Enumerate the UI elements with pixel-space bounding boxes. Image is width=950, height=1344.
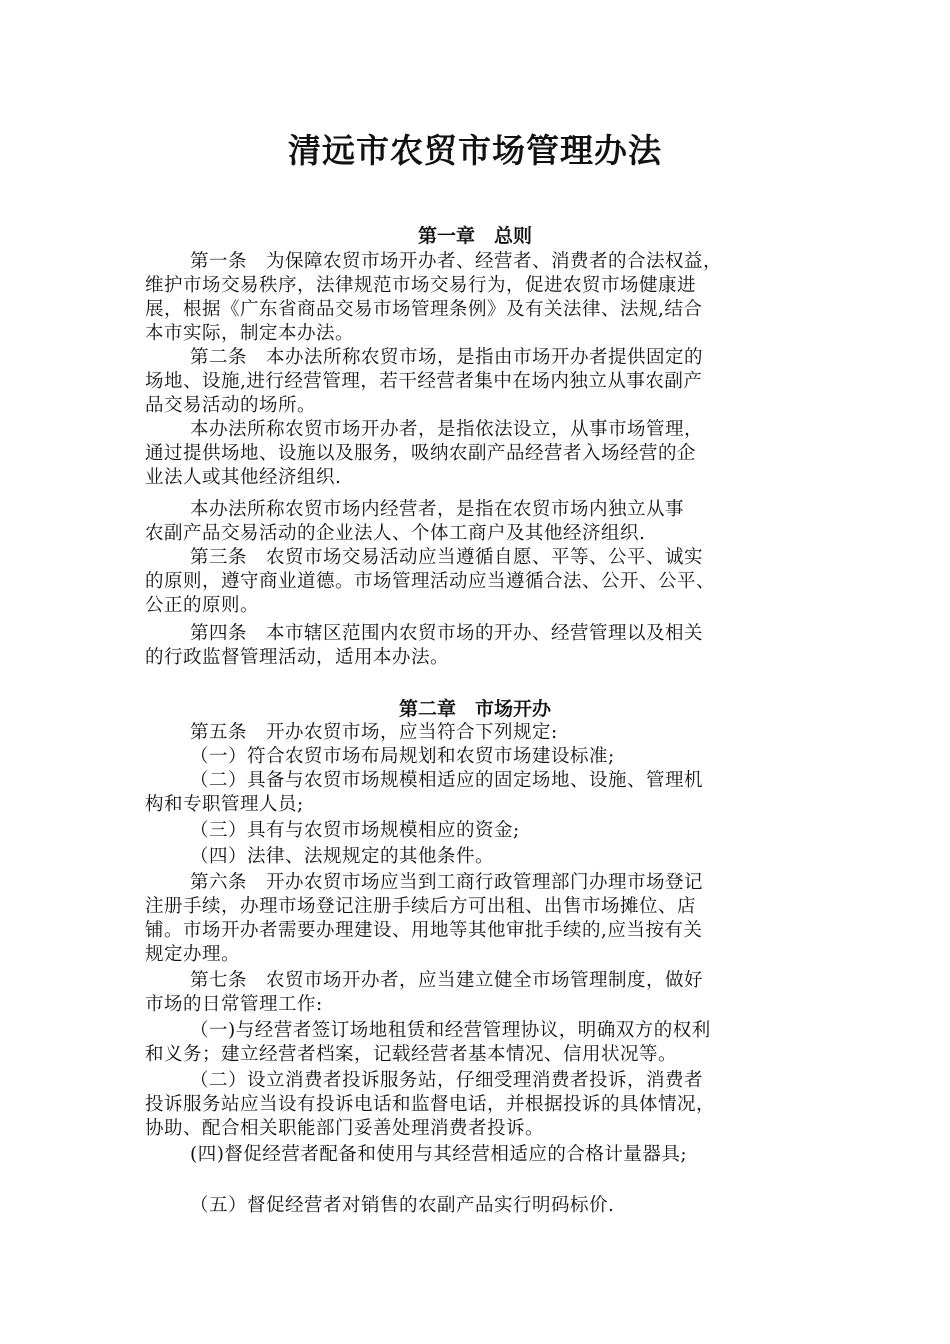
paragraph-line: （一)与经营者签订场地租赁和经营管理协议，明确双方的权利: [190, 1020, 711, 1041]
paragraph-line: 本市实际，制定本办法。: [145, 323, 355, 344]
paragraph-line: 第五条 开办农贸市场，应当符合下列规定:: [190, 722, 558, 743]
paragraph-line: 第四条 本市辖区范围内农贸市场的开办、经营管理以及相关: [190, 623, 704, 644]
paragraph-line: 和义务；建立经营者档案，记载经营者基本情况、信用状况等。: [145, 1044, 678, 1065]
paragraph-line: 本办法所称农贸市场内经营者，是指在农贸市场内独立从事: [190, 499, 685, 520]
paragraph-line: 的原则，遵守商业道德。市场管理活动应当遵循合法、公开、公平、: [145, 571, 716, 592]
paragraph-line: 协助、配合相关职能部门妥善处理消费者投诉。: [145, 1118, 545, 1139]
paragraph-line: 第六条 开办农贸市场应当到工商行政管理部门办理市场登记: [190, 872, 704, 893]
paragraph-line: 第三条 农贸市场交易活动应当遵循自愿、平等、公平、诚实: [190, 547, 704, 568]
paragraph-line: 第一条 为保障农贸市场开办者、经营者、消费者的合法权益，: [190, 251, 723, 272]
document-title: 清远市农贸市场管理办法: [288, 131, 662, 170]
paragraph-line: （二）设立消费者投诉服务站，仔细受理消费者投诉，消费者: [190, 1070, 704, 1091]
paragraph-line: 第七条 农贸市场开办者，应当建立健全市场管理制度，做好: [190, 970, 704, 991]
chapter-heading: 第一章 总则: [417, 225, 532, 247]
paragraph-line: 本办法所称农贸市场开办者，是指依法设立，从事市场管理，: [190, 419, 704, 440]
paragraph-line: 品交易活动的场所。: [145, 395, 317, 416]
paragraph-line: 规定办理。: [145, 944, 241, 965]
paragraph-line: （三）具有与农贸市场规模相应的资金;: [190, 820, 520, 841]
chapter-heading: 第二章 市场开办: [398, 698, 551, 720]
paragraph-line: （五）督促经营者对销售的农副产品实行明码标价.: [190, 1195, 615, 1216]
paragraph-line: 展，根据《广东省商品交易市场管理条例》及有关法律、法规,结合: [145, 299, 703, 320]
paragraph-line: (四)督促经营者配备和使用与其经营相适应的合格计量器具;: [190, 1144, 688, 1165]
paragraph-line: 的行政监督管理活动，适用本办法。: [145, 647, 450, 668]
paragraph-line: （四）法律、法规规定的其他条件。: [190, 846, 495, 867]
paragraph-line: 第二条 本办法所称农贸市场，是指由市场开办者提供固定的: [190, 347, 704, 368]
paragraph-line: 构和专职管理人员;: [145, 794, 304, 815]
paragraph-line: 通过提供场地、设施以及服务，吸纳农副产品经营者入场经营的企: [145, 443, 697, 464]
paragraph-line: 场地、设施,进行经营管理，若干经营者集中在场内独立从事农副产: [145, 371, 703, 392]
paragraph-line: （二）具备与农贸市场规模相适应的固定场地、设施、管理机: [190, 770, 704, 791]
paragraph-line: 注册手续，办理市场登记注册手续后方可出租、出售市场摊位、店: [145, 896, 697, 917]
paragraph-line: 公正的原则。: [145, 595, 260, 616]
paragraph-line: （一）符合农贸市场布局规划和农贸市场建设标准;: [190, 746, 615, 767]
paragraph-line: 维护市场交易秩序，法律规范市场交易行为，促进农贸市场健康进: [145, 275, 697, 296]
paragraph-line: 农副产品交易活动的企业法人、个体工商户及其他经济组织.: [145, 523, 646, 544]
paragraph-line: 市场的日常管理工作:: [145, 994, 323, 1015]
paragraph-line: 投诉服务站应当设有投诉电话和监督电话，并根据投诉的具体情况，: [145, 1094, 716, 1115]
paragraph-line: 业法人或其他经济组织.: [145, 467, 342, 488]
paragraph-line: 铺。市场开办者需要办理建设、用地等其他审批手续的,应当按有关: [145, 920, 703, 941]
